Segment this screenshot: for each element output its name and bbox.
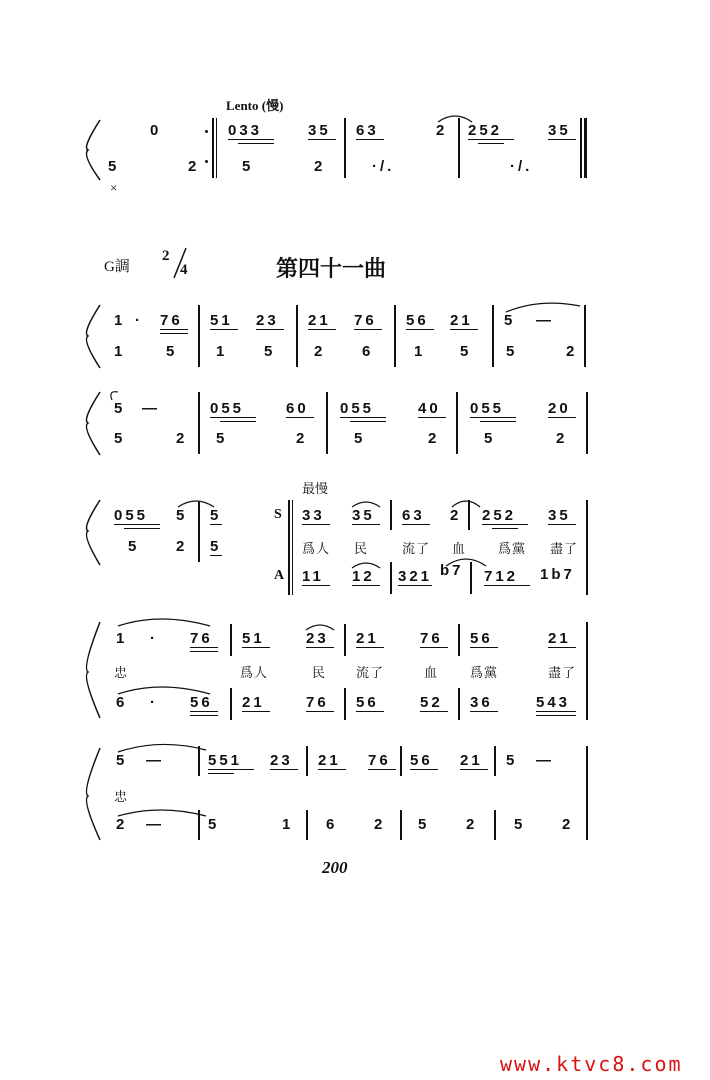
note-group: 033 xyxy=(228,122,263,139)
note: 5 xyxy=(504,312,516,329)
note-group: 35 xyxy=(548,122,571,139)
note: 0 xyxy=(150,122,162,139)
lyric: 忠 xyxy=(114,790,129,805)
note: 2 xyxy=(296,430,308,447)
note-group: 543 xyxy=(536,694,571,711)
lyric: 血 xyxy=(452,542,467,557)
note: 5 xyxy=(210,538,222,555)
note-group: 321 xyxy=(398,568,433,585)
note-group: 20 xyxy=(548,400,571,417)
note: 5 xyxy=(264,343,276,360)
note: 2 xyxy=(466,816,478,833)
note: 1 xyxy=(114,343,126,360)
note-group: 055 xyxy=(340,400,375,417)
note: 5 xyxy=(242,158,254,175)
note: 5 xyxy=(114,430,126,447)
note: 2 xyxy=(176,538,188,555)
note-group: 35 xyxy=(548,507,571,524)
page-title: 第四十一曲 xyxy=(276,257,387,282)
note-group: 76 xyxy=(190,630,213,647)
note: 6 xyxy=(326,816,338,833)
note-group: 76 xyxy=(368,752,391,769)
note: 5 xyxy=(418,816,430,833)
note-group: 1b7 xyxy=(540,566,575,583)
note: 2 xyxy=(188,158,200,175)
lyric: 爲黨 xyxy=(498,542,527,557)
note-group: 055 xyxy=(114,507,149,524)
note: 5 xyxy=(210,507,222,524)
note: 5 xyxy=(506,752,518,769)
voice-label-alto: A xyxy=(274,568,285,583)
note-group: 76 xyxy=(160,312,183,329)
meter-numerator: 2 xyxy=(162,248,170,264)
note: 6 xyxy=(116,694,128,711)
lyric: 流了 xyxy=(356,666,385,681)
note-group: 52 xyxy=(420,694,443,711)
note-group: 21 xyxy=(318,752,341,769)
key-signature: G調 xyxy=(104,259,130,275)
lyric: 爲人 xyxy=(302,542,331,557)
note: 5 xyxy=(506,343,518,360)
note-group: 63 xyxy=(356,122,379,139)
note-group: 56 xyxy=(410,752,433,769)
tempo-marking: 最慢 xyxy=(302,482,329,497)
lyric: 盡了 xyxy=(550,542,579,557)
note-group: 712 xyxy=(484,568,519,585)
page-number: 200 xyxy=(322,858,348,877)
note: 5 xyxy=(114,400,126,417)
note-group: 23 xyxy=(256,312,279,329)
note-group: 76 xyxy=(306,694,329,711)
note-group: 055 xyxy=(210,400,245,417)
note: 1 xyxy=(114,312,126,329)
note: 5 xyxy=(176,507,188,524)
repeat-sign: ·/. xyxy=(510,158,533,175)
repeat-sign: ·/. xyxy=(372,158,395,175)
note: 2 xyxy=(436,122,448,139)
dot-mark: · xyxy=(150,630,158,647)
dash: — xyxy=(536,312,554,329)
note: 2 xyxy=(314,158,326,175)
note-flat: b7 xyxy=(440,562,464,579)
note: 2 xyxy=(176,430,188,447)
lyric: 流了 xyxy=(402,542,431,557)
cross-mark: × xyxy=(110,180,118,195)
note: 1 xyxy=(414,343,426,360)
note-group: 60 xyxy=(286,400,309,417)
note-group: 76 xyxy=(420,630,443,647)
note-group: 21 xyxy=(308,312,331,329)
note-group: 21 xyxy=(242,694,265,711)
note-group: 551 xyxy=(208,752,243,769)
note: 2 xyxy=(556,430,568,447)
note-group: 35 xyxy=(308,122,331,139)
note: 5 xyxy=(116,752,128,769)
note-group: 23 xyxy=(306,630,329,647)
note-group: 35 xyxy=(352,507,375,524)
dot-mark: · xyxy=(135,312,143,329)
note: 2 xyxy=(450,507,462,524)
note: 2 xyxy=(116,816,128,833)
note: 2 xyxy=(562,816,574,833)
note: 5 xyxy=(354,430,366,447)
note: 5 xyxy=(484,430,496,447)
note-group: 76 xyxy=(354,312,377,329)
note-group: 56 xyxy=(356,694,379,711)
note-group: 252 xyxy=(482,507,517,524)
lyric: 爲黨 xyxy=(470,666,499,681)
note: 5 xyxy=(460,343,472,360)
lyric: 民 xyxy=(312,666,327,681)
note: 6 xyxy=(362,343,374,360)
dash: — xyxy=(536,752,554,769)
note-group: 56 xyxy=(190,694,213,711)
note: 5 xyxy=(208,816,220,833)
note-group: 12 xyxy=(352,568,375,585)
note-group: 40 xyxy=(418,400,441,417)
voice-label-soprano: S xyxy=(274,507,282,522)
note: 2 xyxy=(428,430,440,447)
watermark: www.ktvc8.com xyxy=(500,1052,683,1076)
dot-mark: · xyxy=(150,694,158,711)
note-group: 33 xyxy=(302,507,325,524)
note-group: 63 xyxy=(402,507,425,524)
note: 5 xyxy=(166,343,178,360)
note: 5 xyxy=(128,538,140,555)
note: 2 xyxy=(314,343,326,360)
note-group: 21 xyxy=(548,630,571,647)
note-group: 11 xyxy=(302,568,324,585)
note-group: 21 xyxy=(450,312,473,329)
note: 5 xyxy=(216,430,228,447)
dash: — xyxy=(146,752,164,769)
note-group: 51 xyxy=(210,312,233,329)
note: 5 xyxy=(514,816,526,833)
note-group: 36 xyxy=(470,694,493,711)
dash: — xyxy=(142,400,160,417)
note: 1 xyxy=(216,343,228,360)
note-group: 055 xyxy=(470,400,505,417)
note: 1 xyxy=(282,816,294,833)
dash: — xyxy=(146,816,164,833)
note: 2 xyxy=(566,343,578,360)
lyric: 忠 xyxy=(114,666,129,681)
note-group: 51 xyxy=(242,630,265,647)
meter-denominator: 4 xyxy=(180,262,188,278)
note-group: 21 xyxy=(356,630,379,647)
lyric: 盡了 xyxy=(548,666,577,681)
lyric: 民 xyxy=(354,542,369,557)
note-group: 56 xyxy=(406,312,429,329)
note-group: 23 xyxy=(270,752,293,769)
note-group: 21 xyxy=(460,752,483,769)
note: 2 xyxy=(374,816,386,833)
lyric: 血 xyxy=(424,666,439,681)
note-group: 252 xyxy=(468,122,503,139)
note-group: 56 xyxy=(470,630,493,647)
lyric: 爲人 xyxy=(240,666,269,681)
note: 5 xyxy=(108,158,120,175)
tempo-marking: Lento (慢) xyxy=(226,98,284,113)
note: 1 xyxy=(116,630,128,647)
